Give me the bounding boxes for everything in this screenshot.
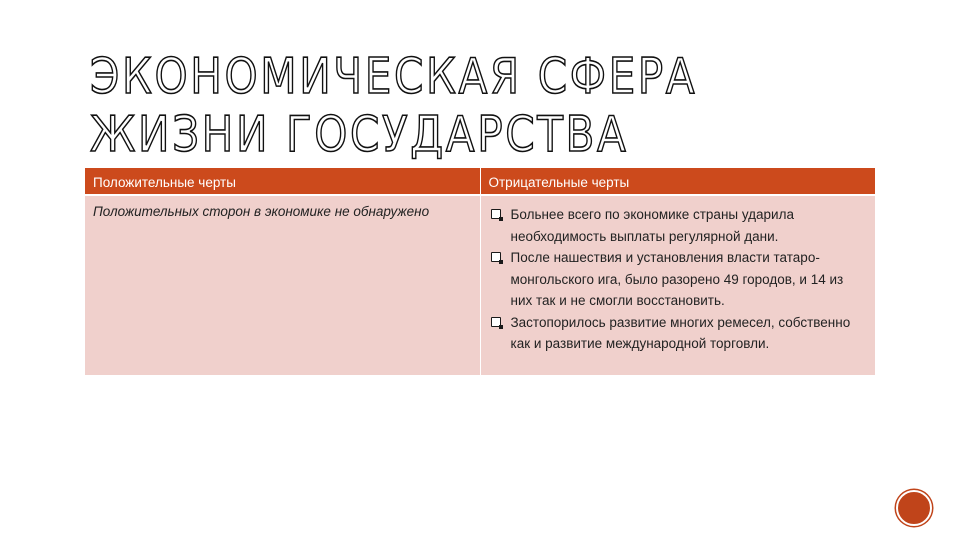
table-row (85, 195, 875, 375)
list-item-text: Больнее всего по экономике страны ударила необходимость выплаты регулярной дани. (510, 207, 794, 244)
list-item-text: После нашествия и установления власти татаро-монгольского ига, было разорено 49 городов, и 14 из них так и не смогли восстановить. (510, 250, 844, 308)
list-item (489, 312, 868, 355)
negative-cell (480, 195, 875, 375)
header-negative: Отрицательные черты (480, 168, 875, 195)
table-header-row (85, 168, 875, 195)
checkbox-square-icon (491, 252, 501, 262)
negative-list (489, 204, 868, 355)
list-item (489, 204, 868, 247)
slide-title (90, 48, 697, 164)
checkbox-square-icon (491, 317, 501, 327)
page-number-badge (896, 490, 932, 526)
checkbox-square-icon (491, 209, 501, 219)
title-line-1: ЭКОНОМИЧЕСКАЯ СФЕРА (90, 48, 698, 105)
list-item-text: Застопорилось развитие многих ремесел, собственно как и развитие международной торговли. (510, 314, 851, 351)
positive-cell: Положительных сторон в экономике не обнаружено (85, 195, 480, 375)
header-positive: Положительные черты (85, 168, 480, 195)
title-line-2: ЖИЗНИ ГОСУДАРСТВА (90, 106, 629, 163)
list-item (489, 247, 868, 312)
features-table (85, 168, 875, 375)
